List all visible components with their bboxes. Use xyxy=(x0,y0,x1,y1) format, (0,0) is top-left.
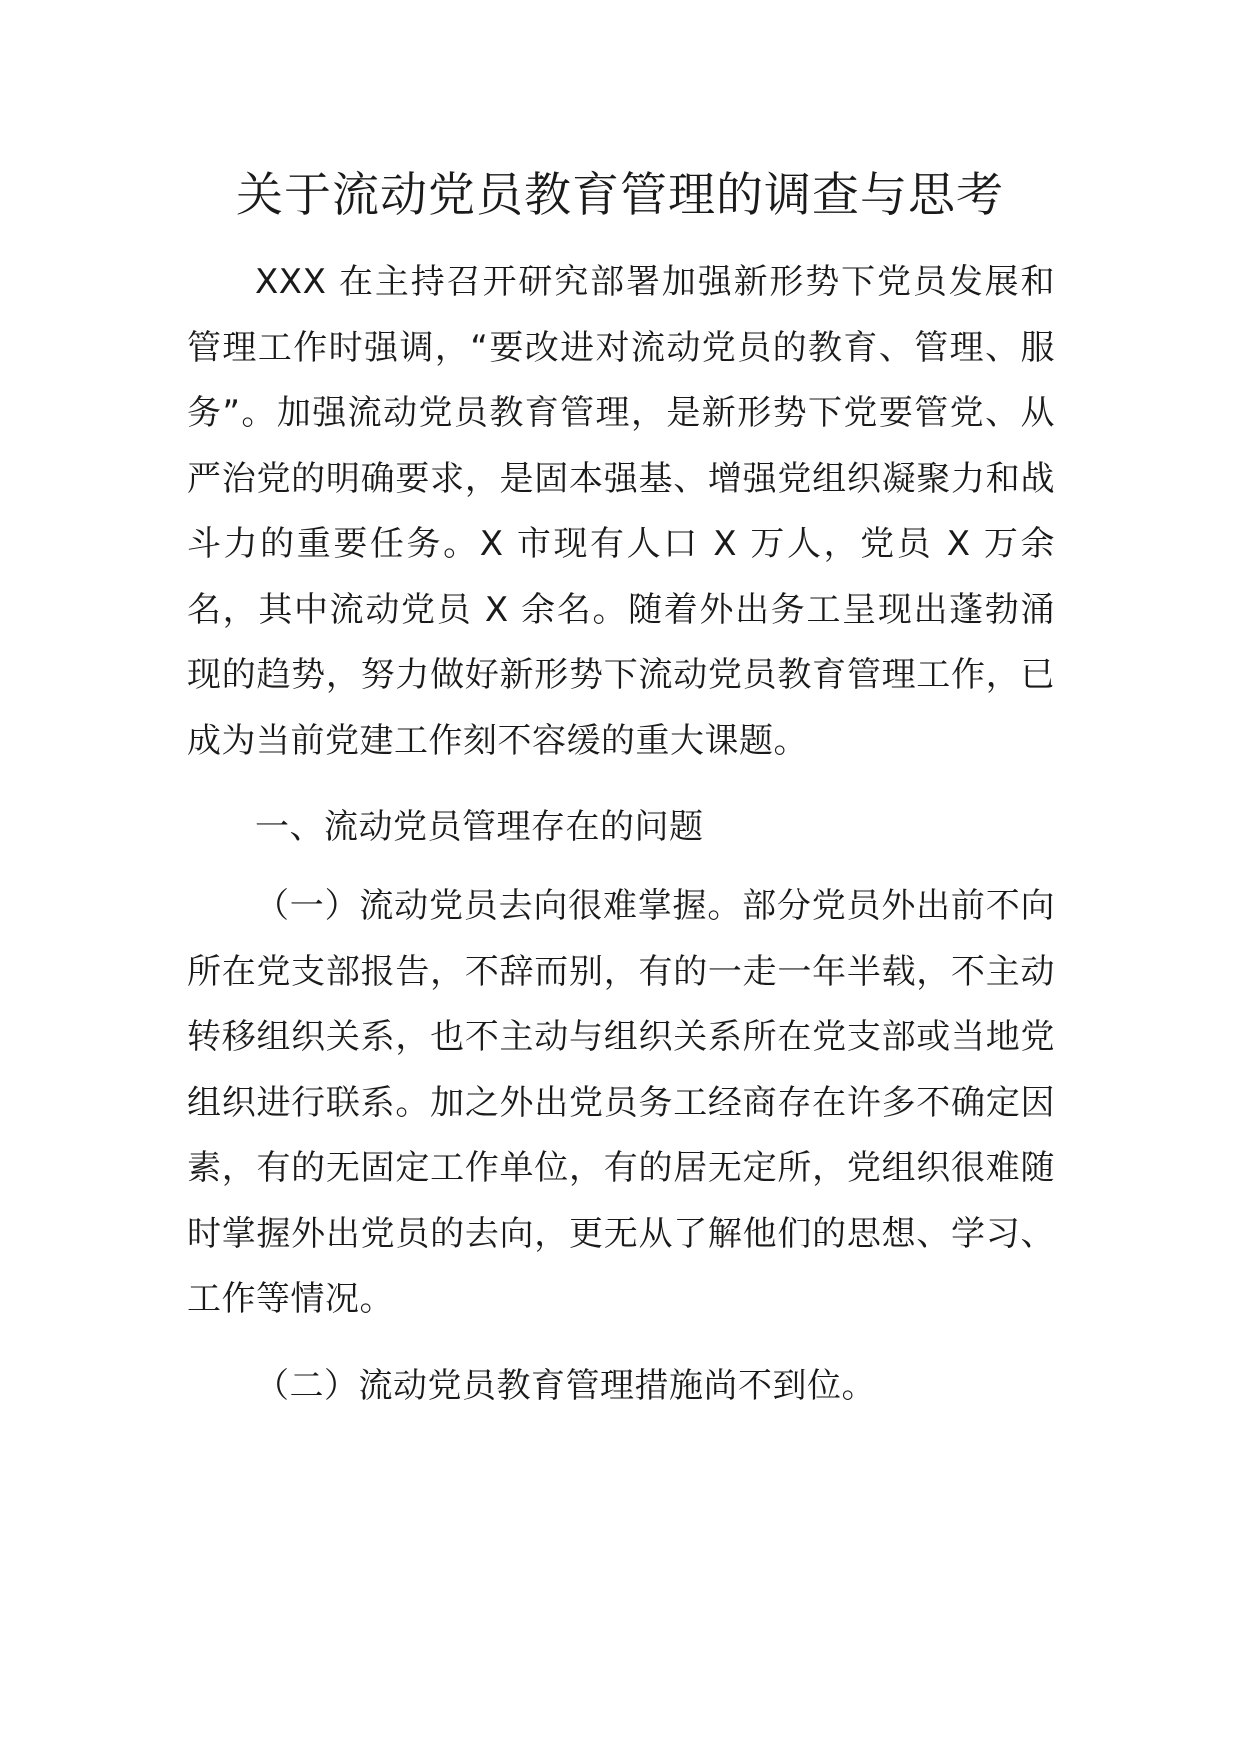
section-heading: 一、流动党员管理存在的问题 xyxy=(255,807,704,847)
subsection-paragraph-1: （一）流动党员去向很难掌握。部分党员外出前不向所在党支部报告，不辞而别，有的一走一年半载，不主动转移组织关系，也不主动与组织关系所在党支部或当地党组织进行联系。加之外出党员务工经商存在许多不确定因素，有的无固定工作单位，有的居无定所，党组织很难随时掌握外出党员的去向，更无从了解他们的思想、学习、工作等情况。 xyxy=(187,886,1055,1319)
intro-paragraph: XXX 在主持召开研究部署加强新形势下党员发展和管理工作时强调，“要改进对流动党员的教育、管理、服务”。加强流动党员教育管理，是新形势下党要管党、从严治党的明确要求，是固本强基、增强党组织凝聚力和战斗力的重要任务。X 市现有人口 X 万人，党员 X 万余名，其中流动党员 X 余名。随着外出务工呈现出蓬勃涌现的趋势，努力做好新形势下流动党员教育管理工作，已成为当前党建工作刻不容缓的重大课题。 xyxy=(187,262,1055,761)
subsection-heading-2: （二）流动党员教育管理措施尚不到位。 xyxy=(255,1366,876,1406)
document-title: 关于流动党员教育管理的调查与思考 xyxy=(236,168,1004,223)
